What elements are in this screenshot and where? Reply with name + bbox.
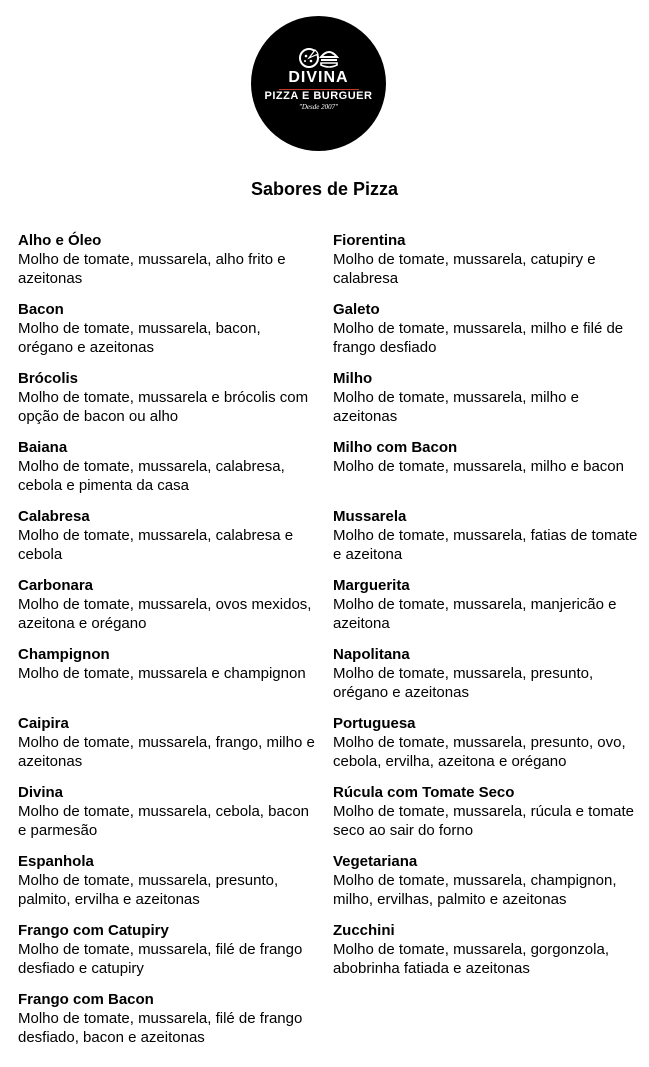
logo-since: "Desde 2007" xyxy=(298,103,339,111)
flavor-name: Caipira xyxy=(18,715,69,732)
flavor-name: Milho xyxy=(333,370,373,387)
flavor-name: Brócolis xyxy=(18,370,79,387)
flavor-name: Marguerita xyxy=(333,577,410,594)
flavor-item xyxy=(333,576,638,645)
flavor-description: Molho de tomate, mussarela, champignon, milho, ervilhas, palmito e azeitonas xyxy=(333,872,617,908)
flavor-description: Molho de tomate, mussarela, alho frito e azeitonas xyxy=(18,251,286,287)
flavor-item xyxy=(333,852,638,921)
brand-logo xyxy=(251,16,386,151)
flavor-item xyxy=(18,507,318,576)
pizza-burger-icon xyxy=(295,46,343,70)
page-title: Sabores de Pizza xyxy=(250,179,399,199)
flavor-description: Molho de tomate, mussarela, calabresa e cebola xyxy=(18,527,294,563)
flavor-item xyxy=(333,231,638,300)
flavor-description: Molho de tomate, mussarela, presunto, orégano e azeitonas xyxy=(333,665,594,701)
flavor-name: Galeto xyxy=(333,301,380,318)
flavor-description: Molho de tomate, mussarela, presunto, ovo, cebola, ervilha, azeitona e orégano xyxy=(333,734,626,770)
flavor-item xyxy=(18,438,318,507)
flavor-name: Divina xyxy=(18,784,64,801)
flavor-name: Rúcula com Tomate Seco xyxy=(333,784,515,801)
flavor-description: Molho de tomate, mussarela e champignon xyxy=(18,665,306,682)
flavor-description: Molho de tomate, mussarela, presunto, palmito, ervilha e azeitonas xyxy=(18,872,279,908)
flavor-description: Molho de tomate, mussarela, fatias de tomate e azeitona xyxy=(333,527,638,563)
flavor-name: Fiorentina xyxy=(333,232,406,249)
flavor-item xyxy=(333,645,638,714)
flavor-name: Zucchini xyxy=(333,922,395,939)
right-flavor-column xyxy=(333,231,638,990)
flavor-description: Molho de tomate, mussarela, calabresa, cebola e pimenta da casa xyxy=(18,458,285,494)
flavor-name: Mussarela xyxy=(333,508,407,525)
flavor-name: Espanhola xyxy=(18,853,94,870)
flavor-description: Molho de tomate, mussarela, manjericão e azeitona xyxy=(333,596,617,632)
flavor-item xyxy=(18,783,318,852)
flavor-name: Napolitana xyxy=(333,646,410,663)
flavor-description: Molho de tomate, mussarela e brócolis com opção de bacon ou alho xyxy=(18,389,309,425)
flavor-name: Frango com Catupiry xyxy=(18,922,169,939)
flavor-name: Calabresa xyxy=(18,508,90,525)
flavor-description: Molho de tomate, mussarela, frango, milho e azeitonas xyxy=(18,734,315,770)
flavor-item xyxy=(333,438,638,507)
flavor-description: Molho de tomate, mussarela, milho e azeitonas xyxy=(333,389,579,425)
flavor-description: Molho de tomate, mussarela, milho e filé de frango desfiado xyxy=(333,320,624,356)
flavor-description: Molho de tomate, mussarela, filé de frango desfiado, bacon e azeitonas xyxy=(18,1010,303,1046)
flavor-item xyxy=(18,921,318,990)
flavor-item xyxy=(18,714,318,783)
flavor-item xyxy=(18,852,318,921)
flavor-item xyxy=(18,576,318,645)
flavor-name: Bacon xyxy=(18,301,64,318)
flavor-item xyxy=(18,231,318,300)
flavor-item xyxy=(18,300,318,369)
flavor-name: Carbonara xyxy=(18,577,94,594)
flavor-description: Molho de tomate, mussarela, cebola, bacon e parmesão xyxy=(18,803,309,839)
flavor-item xyxy=(333,714,638,783)
left-flavor-column xyxy=(18,231,318,1059)
flavor-name: Alho e Óleo xyxy=(18,232,102,249)
flavor-name: Vegetariana xyxy=(333,853,418,870)
logo-brand-name: DIVINA xyxy=(288,69,349,86)
flavor-name: Portuguesa xyxy=(333,715,416,732)
flavor-name: Milho com Bacon xyxy=(333,439,458,456)
flavor-description: Molho de tomate, mussarela, gorgonzola, abobrinha fatiada e azeitonas xyxy=(333,941,609,977)
flavor-name: Frango com Bacon xyxy=(18,991,154,1008)
flavor-item xyxy=(333,369,638,438)
flavor-name: Champignon xyxy=(18,646,110,663)
flavor-item xyxy=(18,645,318,714)
flavor-item xyxy=(333,921,638,990)
flavor-item xyxy=(333,300,638,369)
logo-subtitle: PIZZA E BURGUER xyxy=(264,90,373,102)
flavor-item xyxy=(18,369,318,438)
flavor-name: Baiana xyxy=(18,439,68,456)
flavor-description: Molho de tomate, mussarela, catupiry e calabresa xyxy=(333,251,596,287)
flavor-item xyxy=(333,783,638,852)
flavor-description: Molho de tomate, mussarela, bacon, orégano e azeitonas xyxy=(18,320,261,356)
flavor-description: Molho de tomate, mussarela, ovos mexidos, azeitona e orégano xyxy=(18,596,312,632)
flavor-item xyxy=(18,990,318,1059)
flavor-description: Molho de tomate, mussarela, rúcula e tomate seco ao sair do forno xyxy=(333,803,634,839)
flavor-item xyxy=(333,507,638,576)
flavor-description: Molho de tomate, mussarela, milho e bacon xyxy=(333,458,624,475)
flavor-description: Molho de tomate, mussarela, filé de frango desfiado e catupiry xyxy=(18,941,303,977)
